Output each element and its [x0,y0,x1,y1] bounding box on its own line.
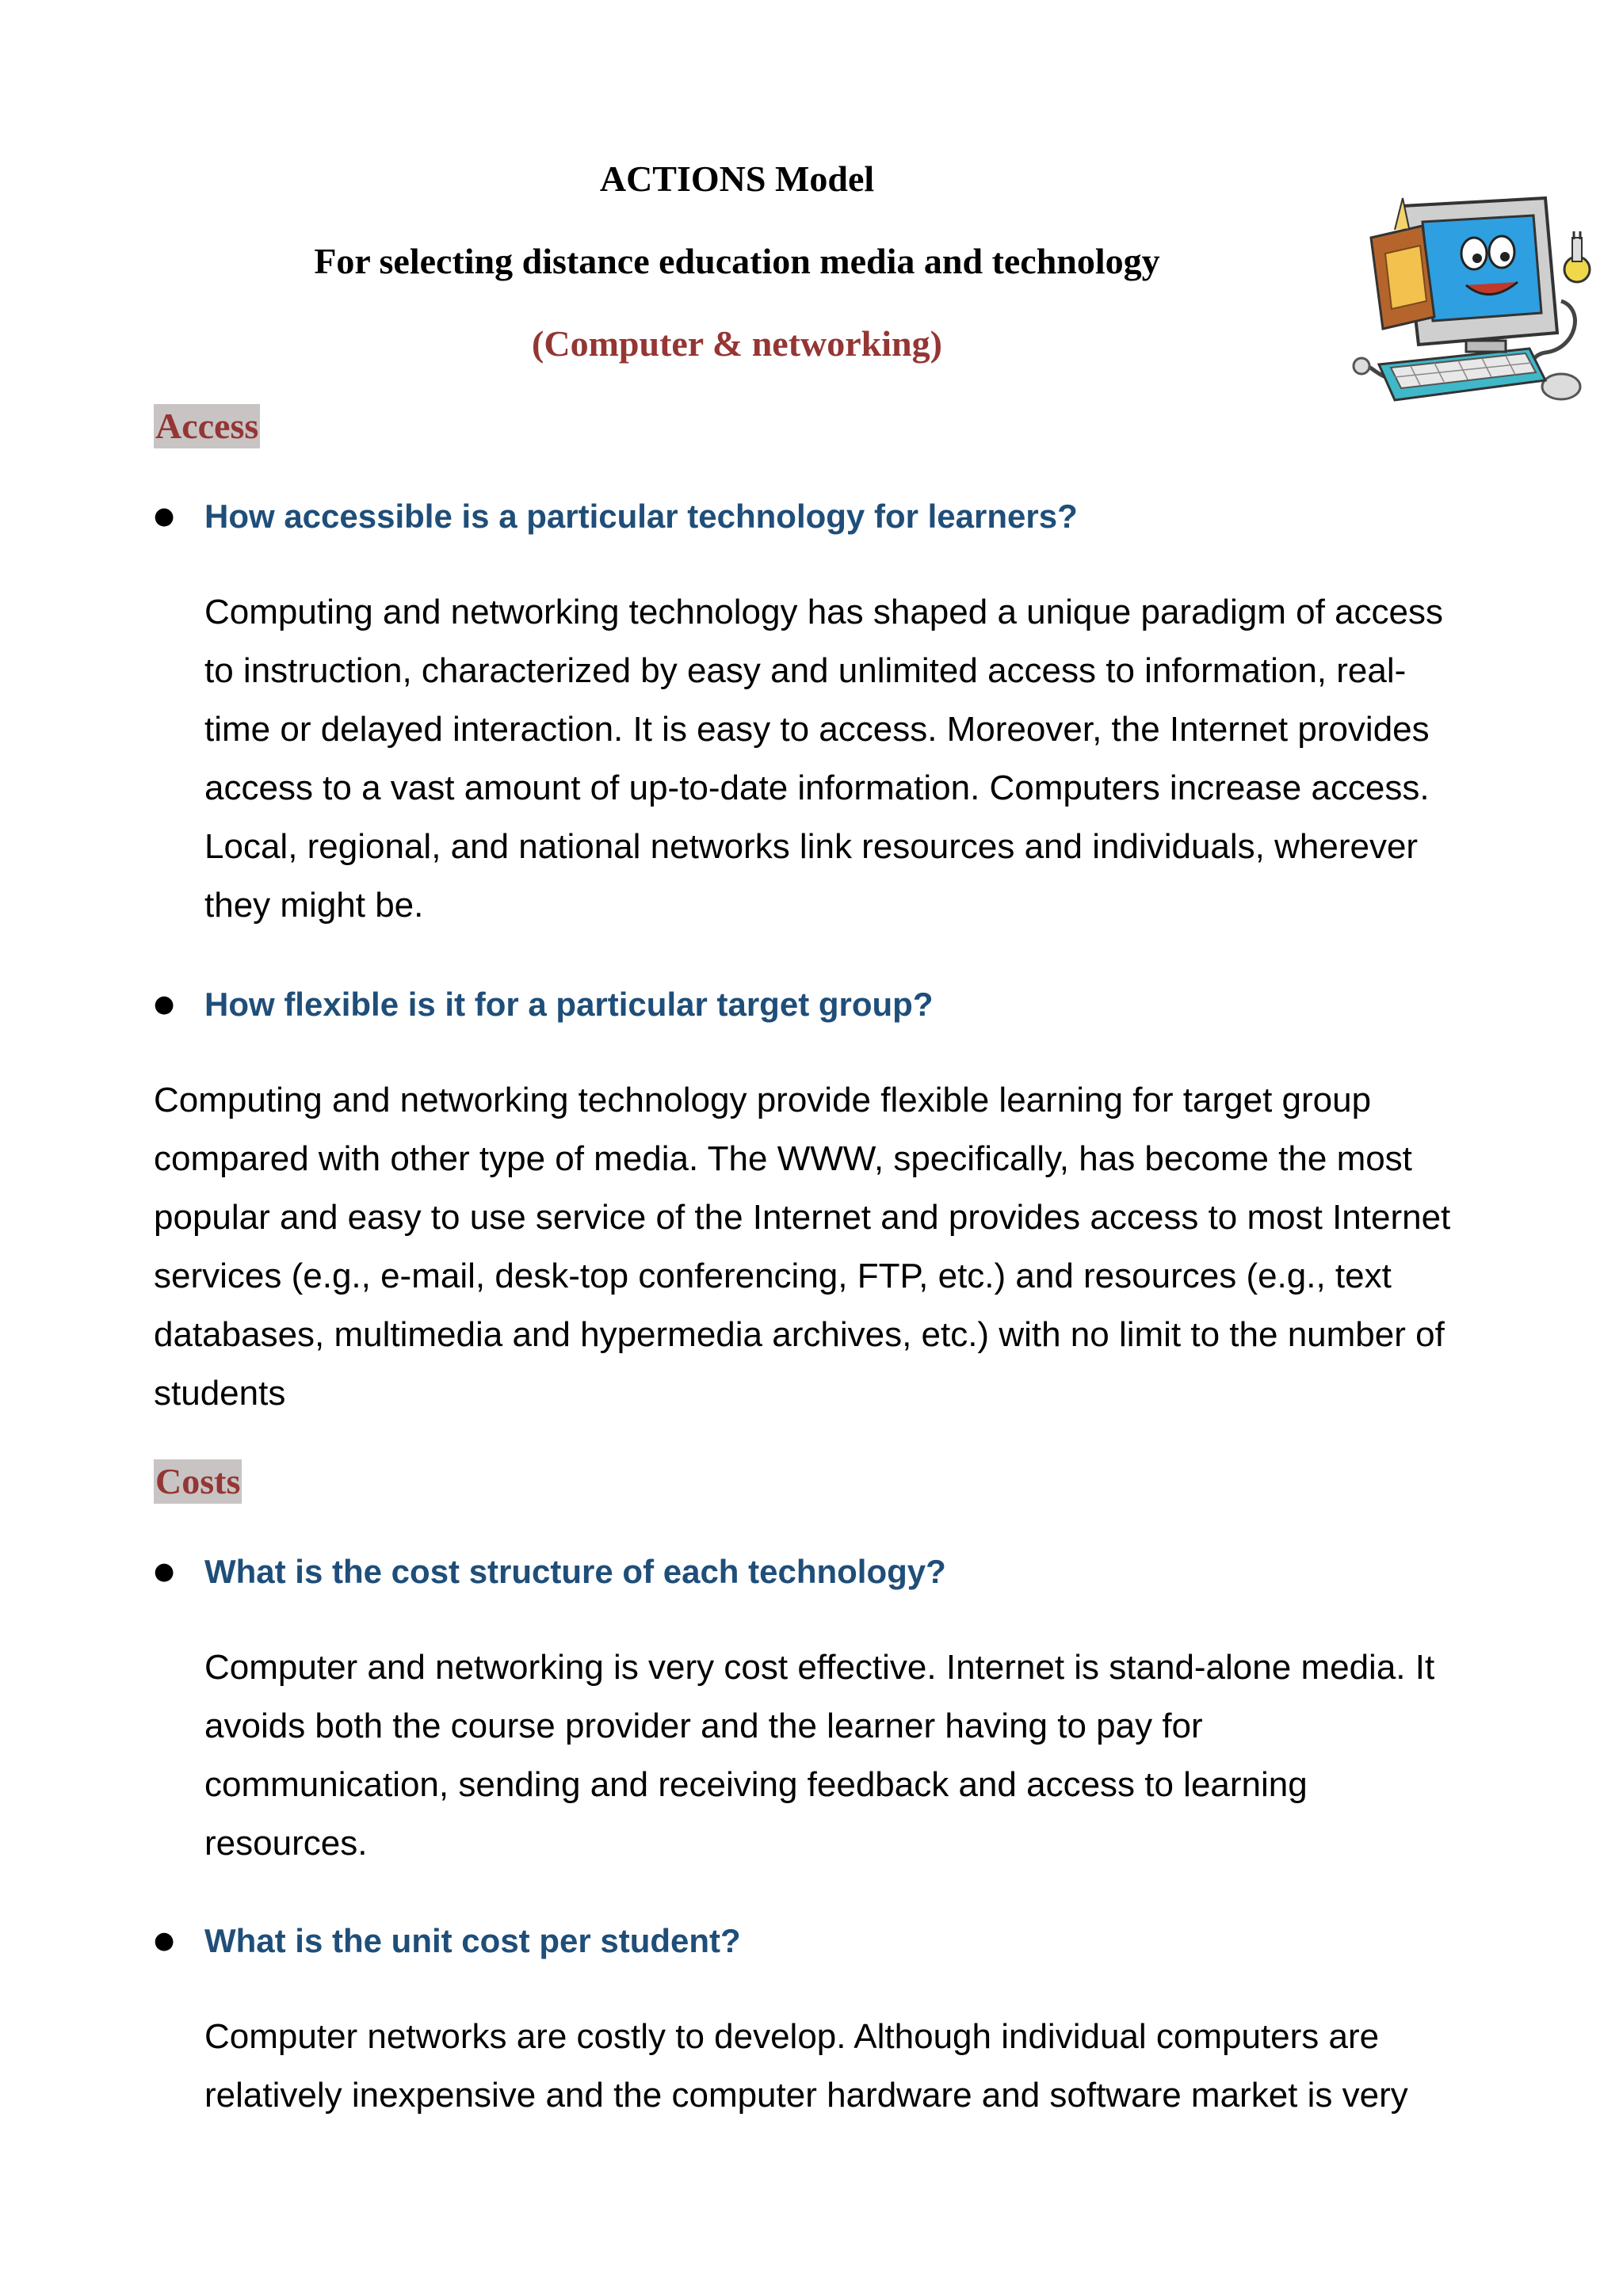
answer-paragraph [204,2008,1408,2125]
answer-line: Computing and networking technology has shaped a unique paradigm of access [204,593,1444,631]
answer-line: communication, sending and receiving feedback and access to learning [204,1765,1308,1804]
answer-line: time or delayed interaction. It is easy to access. Moreover, the Internet provides [204,710,1430,749]
document-title: ACTIONS Model [599,158,875,199]
answer-line: access to a vast amount of up-to-date information. Computers increase access. [204,769,1430,807]
answer-line: Computing and networking technology provide flexible learning for target group [154,1081,1372,1119]
section-heading-access: Access [154,404,260,448]
answer-line: databases, multimedia and hypermedia archives, etc.) with no limit to the number of [154,1315,1445,1354]
question-text: How flexible is it for a particular target group? [204,986,934,1023]
answer-line: they might be. [204,886,424,925]
bullet-icon: ● [154,1558,175,1585]
answer-line: popular and easy to use service of the Internet and provides access to most Internet [154,1198,1451,1237]
answer-line: to instruction, characterized by easy and unlimited access to information, real- [204,651,1407,690]
answer-line: Local, regional, and national networks link resources and individuals, wherever [204,827,1419,866]
question-text: What is the cost structure of each technology? [204,1553,946,1590]
document-subtitle: For selecting distance education media and technology [314,241,1160,281]
answer-line: services (e.g., e-mail, desk-top conferencing, FTP, etc.) and resources (e.g., text [154,1257,1392,1295]
bullet-icon: ● [154,1927,175,1955]
answer-line: avoids both the course provider and the learner having to pay for [204,1707,1203,1745]
bullet-icon: ● [154,502,175,530]
computer-mascot-reading-book-icon [1347,182,1609,420]
answer-line: compared with other type of media. The WWW, specifically, has become the most [154,1139,1412,1178]
answer-line: Computer and networking is very cost effective. Internet is stand-alone media. It [204,1648,1435,1687]
answer-line: relatively inexpensive and the computer hardware and software market is very [204,2076,1408,2115]
answer-paragraph [204,1638,1434,1873]
bullet-icon: ● [154,990,175,1018]
answer-paragraph [204,583,1443,935]
answer-paragraph [154,1071,1450,1423]
answer-line: Computer networks are costly to develop. Although individual computers are [204,2017,1380,2056]
answer-line: resources. [204,1824,368,1863]
document-topic: (Computer & networking) [532,323,942,364]
question-text: How accessible is a particular technology for learners? [204,498,1078,535]
answer-line: students [154,1374,286,1413]
section-heading-costs: Costs [154,1459,242,1504]
question-text: What is the unit cost per student? [204,1922,741,1959]
